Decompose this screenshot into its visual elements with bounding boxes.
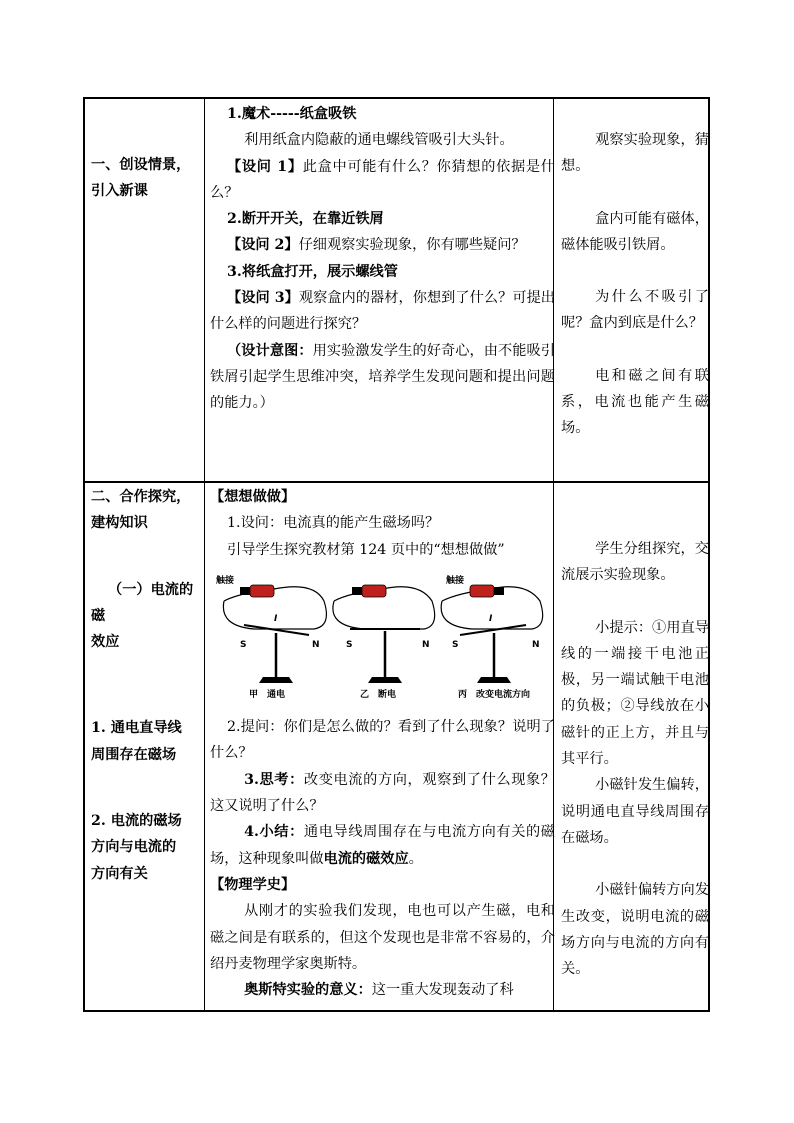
history-text: 这一重大发现轰动了科 xyxy=(371,982,514,999)
step-tag: 3.思考： xyxy=(244,771,304,788)
question-text: 仔细观察实验现象，你有哪些疑问？ xyxy=(298,237,526,254)
key-term: 电流的磁效应 xyxy=(323,850,409,867)
stage-title: 一、创设情景， xyxy=(91,157,191,173)
question-tag: 【设问 1】 xyxy=(227,158,303,175)
stage-cell-2 xyxy=(91,484,203,887)
question-text: 观察盒内的器材，你想到了什么？可提出什么样的问题进行探究？ xyxy=(210,290,555,333)
question-tag: 【设问 2】 xyxy=(227,237,299,254)
contact-label: 触接 xyxy=(446,575,465,586)
student-activity: 盒内可能有磁体，磁体能吸引铁屑。 xyxy=(561,210,709,253)
section-heading: 方向与电流的 xyxy=(91,839,177,856)
column-divider xyxy=(204,99,205,1010)
section-heading: 周围存在磁场 xyxy=(91,746,177,763)
intent-text: 用实验激发学生的好奇心，由不能吸引铁屑引起学生思维冲突，培养学生发现问题和提出问题的能力。） xyxy=(210,342,555,412)
lesson-table xyxy=(83,97,710,1012)
step-heading: 3.将纸盒打开，展示螺线管 xyxy=(227,263,398,280)
step-text: 通电导线周围存在与电流方向有关的磁场，这种现象叫做 xyxy=(210,824,555,867)
intent-tag: （设计意图： xyxy=(227,342,313,359)
step-text: 2.提问：你们是怎么做的？看到了什么现象？说明了什么？ xyxy=(210,719,555,762)
step-text: 引导学生探究教材第 124 页中的“想想做做” xyxy=(227,541,505,558)
step-heading: 2.断开开关，在靠近铁屑 xyxy=(227,211,384,228)
step-text: 利用纸盒内隐蔽的通电螺线管吸引大头针。 xyxy=(244,132,514,149)
panel-unpowered xyxy=(333,585,435,700)
section-heading: 2. 电流的磁场 xyxy=(91,813,182,830)
svg-text:N: N xyxy=(312,639,320,650)
section-heading: 方向有关 xyxy=(91,865,148,882)
history-tag: 奥斯特实验的意义： xyxy=(244,982,372,999)
stage-cell-1 xyxy=(91,152,203,205)
student-activity: 观察实验现象，猜想。 xyxy=(561,132,709,175)
section-heading: 效应 xyxy=(91,634,120,651)
panel-powered xyxy=(216,574,326,700)
panel-reversed-current xyxy=(441,574,543,700)
svg-text:N: N xyxy=(532,639,540,650)
svg-text:S: S xyxy=(346,639,353,650)
question-tag: 【设问 3】 xyxy=(227,290,299,307)
student-activity: 学生分组探究，交流展示实验现象。 xyxy=(561,541,709,584)
student-activity: 小磁针偏转方向发生改变，说明电流的磁场方向与电流的方向有关。 xyxy=(561,882,709,978)
punctuation: 。 xyxy=(408,850,423,867)
activity-cell-1 xyxy=(210,101,555,417)
student-cell-2 xyxy=(561,536,709,982)
stage-title: 建构知识 xyxy=(91,515,148,532)
section-heading: （一）电流的磁 xyxy=(91,581,194,624)
stage-title: 引入新课 xyxy=(91,183,148,200)
svg-text:丙 改变电流方向: 丙 改变电流方向 xyxy=(458,689,531,700)
step-tag: 4.小结： xyxy=(244,824,304,841)
question-text: 此盒中可能有什么？你猜想的依据是什么？ xyxy=(210,158,555,201)
svg-text:I: I xyxy=(274,613,278,624)
svg-text:S: S xyxy=(240,639,247,650)
student-activity: 小提示：①用直导线的一端接干电池正极，另一端试触干电池的负极；②导线放在小磁针的正上方，并且与其平行。 xyxy=(561,619,709,768)
student-activity: 电和磁之间有联系，电流也能产生磁场。 xyxy=(561,367,709,437)
svg-text:I: I xyxy=(489,613,493,624)
student-cell-1 xyxy=(561,127,709,442)
student-activity: 小磁针发生偏转，说明通电直导线周围存在磁场。 xyxy=(561,777,709,846)
section-tag: 【物理学史】 xyxy=(210,876,296,893)
stage-title: 二、合作探究， xyxy=(91,489,191,505)
activity-cell-2 xyxy=(210,484,555,1003)
student-activity: 为什么不吸引了呢？盒内到底是什么？ xyxy=(561,289,709,332)
oersted-experiment-figure xyxy=(214,571,554,701)
contact-label: 触接 xyxy=(216,575,235,586)
svg-text:S: S xyxy=(452,639,459,650)
row-divider xyxy=(85,481,708,483)
svg-text:N: N xyxy=(422,639,430,650)
history-text: 从刚才的实验我们发现，电也可以产生磁，电和磁之间是有联系的，但这个发现也是非常不容易的，介绍丹麦物理学家奥斯特。 xyxy=(210,903,555,972)
section-tag: 【想想做做】 xyxy=(210,489,296,505)
step-heading: 1.魔术-----纸盒吸铁 xyxy=(227,106,357,122)
step-text: 1.设问：电流真的能产生磁场吗？ xyxy=(227,515,440,532)
svg-text:甲 通电: 甲 通电 xyxy=(249,689,286,700)
section-heading: 1. 通电直导线 xyxy=(91,720,182,737)
svg-text:乙 断电: 乙 断电 xyxy=(360,689,397,700)
step-text: 改变电流的方向，观察到了什么现象？这又说明了什么？ xyxy=(210,771,555,815)
